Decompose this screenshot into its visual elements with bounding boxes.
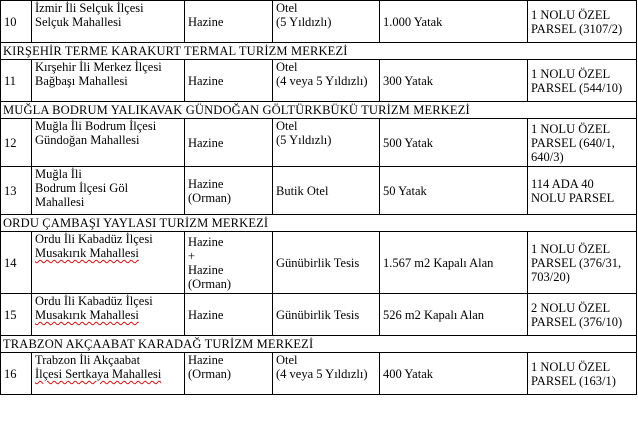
section-title: MUĞLA BODRUM YALIKAVAK GÜNDOĞAN GÖLTÜRKBÜKÜ TURİZM MERKEZİ (3, 103, 470, 117)
facility-type-line: Günübirlik Tesis (276, 255, 360, 270)
location-cell (32, 167, 185, 215)
row-number (1, 60, 32, 102)
row-number (1, 353, 32, 395)
owner-line: (Orman) (188, 276, 232, 291)
parcel-line: PARSEL (640/1, (531, 135, 615, 150)
table-row (1, 1, 637, 43)
owner-line: Hazine (188, 307, 224, 322)
owner-cell (185, 60, 273, 102)
location-line: Trabzon İli Akçaabat (35, 353, 141, 367)
location-line: Mahallesi (35, 195, 85, 209)
section-title-cell (1, 336, 637, 353)
parcel-line: PARSEL (376/10) (531, 314, 623, 329)
parcel-cell (528, 119, 637, 167)
parcel-cell (528, 294, 637, 336)
parcel-line: 2 NOLU ÖZEL (531, 300, 611, 315)
parcel-line: PARSEL (544/10) (531, 80, 623, 95)
section-header-row (1, 102, 637, 119)
owner-cell (185, 167, 273, 215)
row-number-text: 16 (4, 366, 17, 381)
owner-line: Hazine (188, 176, 224, 191)
location-line: Kırşehir İli Merkez İlçesi (35, 60, 162, 74)
section-title-cell (1, 43, 637, 60)
section-title: ORDU ÇAMBAŞI YAYLASI TURİZM MERKEZİ (3, 216, 269, 230)
facility-type-line: (5 Yıldızlı) (276, 133, 332, 147)
location-cell (32, 60, 185, 102)
owner-line: Hazine (188, 262, 224, 277)
parcel-line: 1 NOLU ÖZEL (531, 241, 611, 256)
section-header-row (1, 215, 637, 232)
facility-type-cell (273, 294, 380, 336)
row-number-text: 12 (4, 135, 17, 150)
location-line: Ordu İli Kabadüz İlçesi (35, 294, 153, 308)
location-line: Musakırık Mahallesi (35, 308, 139, 322)
owner-line: Hazine (188, 73, 224, 88)
parcel-cell (528, 353, 637, 395)
row-number-text: 14 (4, 255, 17, 270)
location-line: Musakırık Mahallesi (35, 246, 139, 260)
facility-type-line: Otel (276, 60, 298, 74)
parcel-cell (528, 60, 637, 102)
capacity-text: 1.000 Yatak (383, 14, 443, 29)
parcel-line: 1 NOLU ÖZEL (531, 66, 611, 81)
facility-type-line: Günübirlik Tesis (276, 307, 360, 322)
row-number (1, 232, 32, 294)
capacity-cell (380, 60, 528, 102)
facility-type-cell (273, 1, 380, 43)
row-number-text: 13 (4, 183, 17, 198)
owner-cell (185, 232, 273, 294)
owner-line: + (188, 248, 196, 263)
location-line: Selçuk Mahallesi (35, 15, 122, 29)
location-line: Bodrum İlçesi Göl (35, 181, 129, 195)
facility-type-cell (273, 353, 380, 395)
owner-cell (185, 353, 273, 395)
facility-type-cell (273, 60, 380, 102)
capacity-text: 1.567 m2 Kapalı Alan (383, 255, 494, 270)
location-cell (32, 119, 185, 167)
table-row (1, 167, 637, 215)
capacity-cell (380, 232, 528, 294)
capacity-text: 300 Yatak (383, 73, 434, 88)
location-cell (32, 232, 185, 294)
parcel-line: 1 NOLU ÖZEL (531, 359, 611, 374)
facility-type-line: (5 Yıldızlı) (276, 15, 332, 29)
parcel-cell (528, 1, 637, 43)
section-title-cell (1, 102, 637, 119)
location-line: Muğla İli (35, 167, 82, 181)
capacity-text: 50 Yatak (383, 183, 427, 198)
row-number-text: 15 (4, 307, 17, 322)
parcel-cell (528, 232, 637, 294)
section-title: TRABZON AKÇAABAT KARADAĞ TURİZM MERKEZİ (3, 337, 314, 351)
facility-type-line: (4 veya 5 Yıldızlı) (276, 367, 368, 381)
facility-type-cell (273, 119, 380, 167)
row-number (1, 1, 32, 43)
table-row (1, 353, 637, 395)
facility-type-line: Otel (276, 1, 298, 15)
capacity-text: 400 Yatak (383, 366, 434, 381)
location-line: Muğla İli Bodrum İlçesi (35, 119, 157, 133)
location-line: İlçesi Sertkaya Mahallesi (35, 367, 162, 381)
section-title: KIRŞEHİR TERME KARAKURT TERMAL TURİZM MERKEZİ (3, 44, 348, 58)
row-number (1, 167, 32, 215)
row-number-text: 11 (4, 73, 17, 88)
parcel-line: 1 NOLU ÖZEL (531, 121, 611, 136)
owner-line: Hazine (188, 234, 224, 249)
capacity-cell (380, 1, 528, 43)
location-cell (32, 294, 185, 336)
parcel-line: 1 NOLU ÖZEL (531, 7, 611, 22)
facility-type-line: Otel (276, 119, 298, 133)
capacity-cell (380, 353, 528, 395)
row-number-text: 10 (4, 14, 17, 29)
capacity-cell (380, 119, 528, 167)
row-number (1, 119, 32, 167)
owner-cell (185, 294, 273, 336)
parcel-cell (528, 167, 637, 215)
location-line: Ordu İli Kabadüz İlçesi (35, 232, 153, 246)
parcel-line: 114 ADA 40 (531, 176, 594, 191)
location-line: Gündoğan Mahallesi (35, 133, 140, 147)
owner-line: Hazine (188, 353, 224, 367)
location-line: İzmir İli Selçuk İlçesi (35, 1, 144, 15)
facility-type-line: (4 veya 5 Yıldızlı) (276, 74, 368, 88)
capacity-cell (380, 167, 528, 215)
parcel-line: PARSEL (163/1) (531, 373, 616, 388)
location-cell (32, 353, 185, 395)
owner-cell (185, 1, 273, 43)
table-row (1, 294, 637, 336)
location-line: Bağbaşı Mahallesi (35, 74, 128, 88)
parcel-line: NOLU PARSEL (531, 190, 615, 205)
section-header-row (1, 43, 637, 60)
table-row (1, 60, 637, 102)
parcel-line: 640/3) (531, 149, 564, 164)
owner-line: (Orman) (188, 190, 232, 205)
parcel-line: 703/20) (531, 269, 570, 284)
section-header-row (1, 336, 637, 353)
table-row (1, 119, 637, 167)
owner-line: Hazine (188, 14, 224, 29)
owner-cell (185, 119, 273, 167)
capacity-cell (380, 294, 528, 336)
capacity-text: 500 Yatak (383, 135, 434, 150)
location-cell (32, 1, 185, 43)
owner-line: Hazine (188, 135, 224, 150)
capacity-text: 526 m2 Kapalı Alan (383, 307, 485, 322)
owner-line: (Orman) (188, 367, 232, 381)
section-title-cell (1, 215, 637, 232)
facility-type-cell (273, 232, 380, 294)
parcel-line: PARSEL (376/31, (531, 255, 622, 270)
parcel-line: PARSEL (3107/2) (531, 21, 623, 36)
facility-type-cell (273, 167, 380, 215)
table-row (1, 232, 637, 294)
facility-type-line: Butik Otel (276, 183, 329, 198)
facility-type-line: Otel (276, 353, 298, 367)
row-number (1, 294, 32, 336)
